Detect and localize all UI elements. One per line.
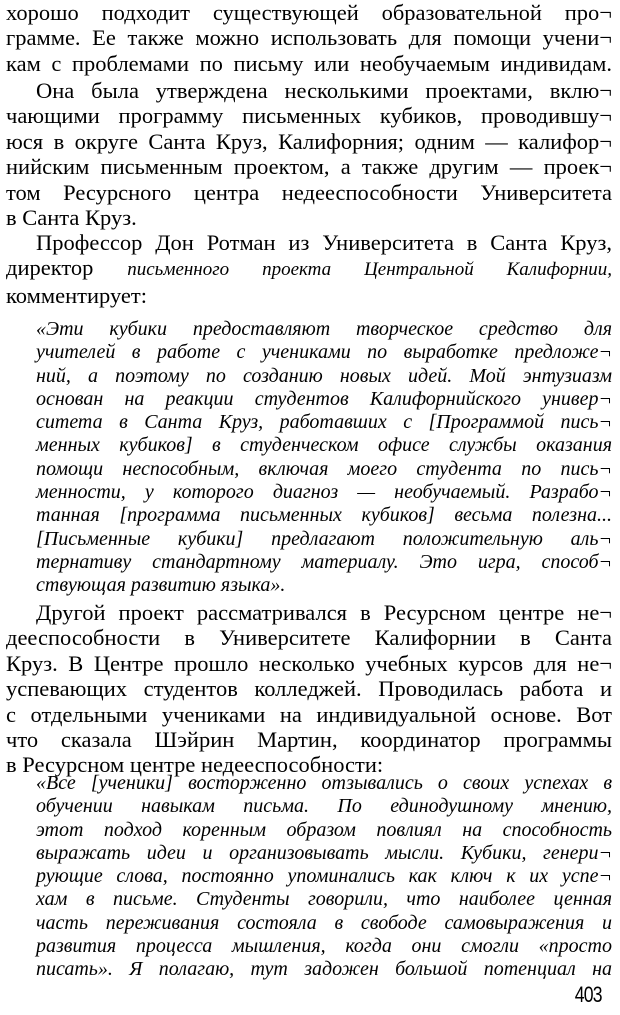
text-line: Другой проект рассматривался в Ресурсном центре не¬ bbox=[36, 600, 612, 625]
quote-line: писать». Я полагаю, тут задожен большой потенциал на bbox=[36, 958, 612, 981]
page-number: 403 bbox=[575, 982, 602, 1007]
quote-1 bbox=[6, 318, 612, 598]
text-line: юся в округе Санта Круз, Калифорния; одним — калифор¬ bbox=[6, 128, 612, 154]
paragraph-3 bbox=[6, 230, 612, 308]
text-line: Круз. В Центре прошло несколько учебных курсов для не¬ bbox=[6, 650, 612, 676]
text-line: успевающих студентов колледжей. Проводилась работа и bbox=[6, 676, 612, 702]
text-line: Она была утверждена несколькими проектами, вклю¬ bbox=[36, 78, 612, 103]
quote-line: обучении навыкам письма. По единодушному мнению, bbox=[36, 795, 612, 818]
text-roman: директор bbox=[6, 255, 94, 281]
text-line: дееспособности в Университете Калифорнии в Санта bbox=[6, 625, 612, 651]
text-line: в Санта Круз. bbox=[6, 205, 137, 231]
text-line: что сказала Шэйрин Мартин, координатор программы bbox=[6, 727, 612, 753]
text-line: том Ресурсного центра недееспособности Университета bbox=[6, 179, 612, 205]
quote-line: хам в письме. Студенты говорили, что наиболее ценная bbox=[36, 888, 612, 911]
text-line: Профессор Дон Ротман из Университета в Санта Круз, bbox=[36, 230, 612, 255]
paragraph-4 bbox=[6, 600, 612, 778]
quote-line: «Эти кубики предоставляют творческое средство для bbox=[36, 318, 612, 340]
quote-line: [Письменные кубики] предлагают положительную аль¬ bbox=[36, 527, 612, 550]
quote-line: танная [программа письменных кубиков] весьма полезна... bbox=[36, 504, 612, 527]
text-line: комментирует: bbox=[6, 282, 147, 308]
text-line: чающими программу письменных кубиков, проводившу¬ bbox=[6, 103, 612, 129]
quote-line: выражать идеи и организовывать мысли. Кубики, генери¬ bbox=[36, 841, 612, 864]
paragraph-1 bbox=[6, 0, 612, 76]
quote-line: менности, у которого диагноз — необучаемый. Разрабо¬ bbox=[36, 481, 612, 504]
text-line: с отдельными учениками на индивидуальной основе. Вот bbox=[6, 701, 612, 727]
text-line: хорошо подходит существующей образовательной про¬ bbox=[6, 0, 612, 25]
text-line: грамме. Ее также можно использовать для помощи учени¬ bbox=[6, 25, 612, 51]
quote-line: менных кубиков] в студенческом офисе службы оказания bbox=[36, 434, 612, 457]
quote-2 bbox=[6, 772, 612, 982]
quote-line: ствующая развитию языка». bbox=[36, 574, 286, 597]
text-italic: письменного проекта Центральной Калифорнии, bbox=[127, 259, 612, 281]
quote-line: ситета в Санта Круз, работавших с [Программой пись¬ bbox=[36, 411, 612, 434]
quote-line: развития процесса мышления, когда они смогли «просто bbox=[36, 935, 612, 958]
text-line-mixed bbox=[6, 255, 612, 282]
quote-line: основан на реакции студентов Калифорнийского универ¬ bbox=[36, 387, 612, 410]
text-line: кам с проблемами по письму или необучаемым индивидам. bbox=[6, 50, 612, 76]
text-line: в Ресурсном центре недееспособности: bbox=[6, 752, 384, 778]
quote-line: рующие слова, постоянно упоминались как ключ к их успе¬ bbox=[36, 865, 612, 888]
quote-line: тернативу стандартному материалу. Это игра, способ¬ bbox=[36, 550, 612, 573]
quote-line: помощи неспособным, включая моего студента по пись¬ bbox=[36, 457, 612, 480]
text-line: нийским письменным проектом, а также другим — проек¬ bbox=[6, 154, 612, 180]
quote-line: ний, а поэтому по созданию новых идей. Мой энтузиазм bbox=[36, 364, 612, 387]
quote-line: этот подход коренным образом повлиял на способность bbox=[36, 818, 612, 841]
quote-line: часть переживания состояла в свободе самовыражения и bbox=[36, 911, 612, 934]
quote-line: учителей в работе с учениками по выработке предложе¬ bbox=[36, 341, 612, 364]
quote-line: «Все [ученики] восторженно отзывались о своих успехах в bbox=[36, 772, 612, 794]
paragraph-2 bbox=[6, 78, 612, 230]
